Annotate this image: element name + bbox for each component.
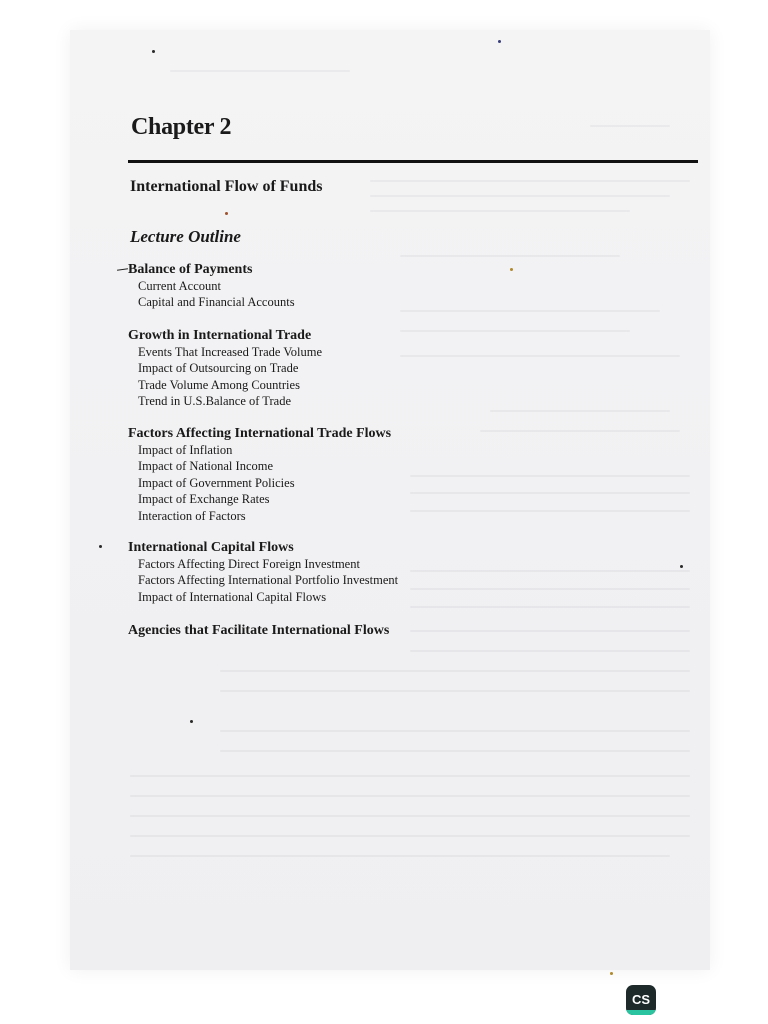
subtopic-item: Factors Affecting International Portfolio Investment — [138, 573, 399, 588]
subtopic-item: Current Account — [138, 279, 221, 293]
title-divider — [128, 160, 698, 163]
outline-section-capital-flows — [128, 539, 398, 605]
subtopic-list — [128, 278, 295, 311]
subtopic-list — [128, 556, 398, 605]
camscanner-logo — [626, 985, 656, 1015]
subtopic-item: Factors Affecting Direct Foreign Investment — [138, 557, 360, 571]
outline-section-agencies — [128, 622, 389, 639]
chapter-title: Chapter 2 — [131, 114, 232, 140]
section-heading: International Capital Flows — [128, 540, 294, 555]
subtopic-item: Trade Volume Among Countries — [138, 377, 300, 392]
section-heading: Factors Affecting International Trade Flows — [128, 426, 392, 441]
subtopic-item: Impact of Outsourcing on Trade — [138, 361, 299, 376]
subtopic-item: Events That Increased Trade Volume — [138, 345, 322, 359]
outline-section-balance-of-payments — [128, 261, 295, 311]
outline-section-trade-flow-factors — [128, 425, 391, 524]
document-title: International Flow of Funds — [130, 178, 323, 195]
logo-accent-stripe — [626, 1010, 656, 1015]
subtopic-list — [128, 442, 391, 524]
subtopic-item: Impact of Government Policies — [138, 475, 295, 490]
subtopic-item: Capital and Financial Accounts — [138, 295, 295, 310]
outline-section-growth-in-trade — [128, 327, 322, 410]
subtopic-item: Impact of National Income — [138, 459, 274, 474]
subtopic-item: Impact of Inflation — [138, 443, 233, 457]
section-heading: Agencies that Facilitate International Flows — [128, 623, 390, 638]
subtopic-item: Trend in U.S.Balance of Trade — [138, 394, 292, 409]
svg-text:CS: CS — [631, 992, 651, 1007]
subtopic-item: Impact of International Capital Flows — [138, 589, 327, 604]
section-heading: Balance of Payments — [128, 262, 253, 277]
lecture-outline-heading: Lecture Outline — [130, 227, 241, 246]
subtopic-item: Interaction of Factors — [138, 508, 246, 523]
section-heading: Growth in International Trade — [128, 328, 312, 343]
subtopic-item: Impact of Exchange Rates — [138, 492, 270, 507]
subtopic-list — [128, 344, 322, 410]
